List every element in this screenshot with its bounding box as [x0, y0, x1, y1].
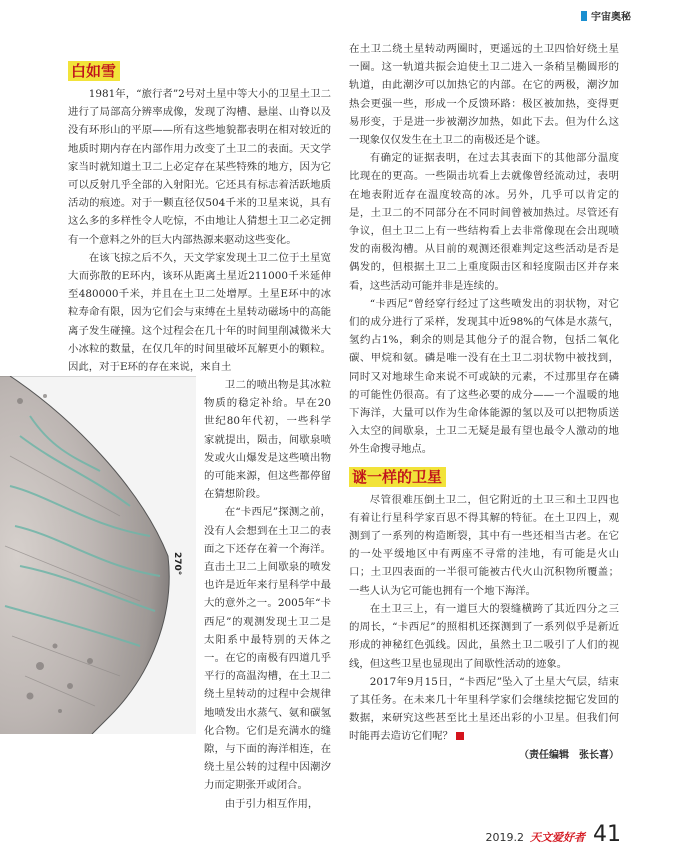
end-mark-icon [456, 732, 464, 740]
paragraph: 由于引力相互作用， [224, 797, 319, 810]
paragraph: 1981年，“旅行者”2号对土星中等大小的卫星土卫二进行了局部高分辨率成像，发现了沟槽、悬崖、山脊以及没有环形山的平原——所有这些地貌都表明在相对较近的地质时期内存在内部作用力改变了土卫二的表面。天文学家当时就知道土卫二上必定存在某些特殊的地方，因为它可以反射几乎全部的入射阳光。它还具有标志着活跃地质活动的痕迹。对于一颗直径仅504千米的卫星来说，具有这么多的多样性令人吃惊，不由地让人猜想土卫二必定拥有一个意料之外的巨大内部热源来驱动这些变化。 [68, 88, 331, 246]
left-column [68, 61, 331, 376]
right-column [349, 40, 619, 765]
paragraph: 卫二的喷出物是其冰粒物质的稳定补给。早在20世纪80年代初，一些科学家就提出，陨击，间歇泉喷发或火山爆发是这些喷出物的可能来源，但这些都停留在猜想阶段。 [204, 379, 331, 501]
section-tag [581, 8, 631, 23]
photo-angle-label: 270° [172, 552, 182, 576]
enceladus-photo [0, 376, 196, 734]
page-number: 41 [593, 822, 621, 847]
section-marker-icon [581, 11, 587, 21]
section-title-mystery-moon: 谜一样的卫星 [349, 467, 446, 487]
magazine-name: 天文爱好者 [530, 831, 585, 844]
editor-credit: （责任编辑 张长喜） [519, 749, 619, 761]
paragraph-text: 2017年9月15日，“卡西尼”坠入了土星大气层，结束了其任务。在未来几十年里科学家们会继续挖掘它发回的数据，来研究这些甚至比土星还出彩的小卫星。但我们何时能再去造访它们呢？ [349, 675, 619, 743]
paragraph: 在土卫二绕土星转动两圈时，更遥远的土卫四恰好绕土星一圈。这一轨道共振会迫使土卫二进入一条稍呈椭圆形的轨道，由此潮汐可以加热它的内部。在它的两极，潮汐加热会更强一些，形成一个反馈环路：极区被加热，变得更易形变，于是进一步被潮汐加热，如此下去。但为什么这一现象仅仅发生在土卫二的南极还是个谜。 [349, 43, 619, 147]
paragraph [349, 673, 619, 746]
page-footer [486, 822, 622, 847]
issue-date: 2019.2 [485, 831, 524, 844]
paragraph: 在该飞掠之后不久，天文学家发现土卫二位于土星宽大而弥散的E环内，该环从距离土星近211000千米延伸至480000千米，并且在土卫二处增厚。土星E环中的冰粒寿命有限，因为它们会与束缚在土星转动磁场中的高能离子发生碰撞。这个过程会在几十年的时间里削减微米大小冰粒的数量，在仅几年的时间里破坏瓦解更小的颗粒。因此，对于E环的存在来说，来自土 [68, 251, 331, 374]
section-title-baiRuXue: 白如雪 [68, 61, 120, 81]
wrapped-text-block [204, 376, 331, 813]
paragraph: 尽管很难压倒土卫二，但它附近的土卫三和土卫四也有着让行星科学家百思不得其解的特征。在土卫四上，观测到了一系列的构造断裂，其中有一些还相当古老。在它的一处平缓地区中有两座不寻常的洼地，有可能是火山口；土卫四表面的一半很可能被古代火山沉积物所覆盖；一些人认为它可能也拥有一个地下海洋。 [349, 493, 619, 597]
paragraph: 在“卡西尼”探测之前，没有人会想到在土卫二的表面之下还存在着一个海洋。直击土卫二上间歇泉的喷发也许是近年来行星科学中最大的意外之一。2005年“卡西尼”的观测发现土卫二是太阳系中最特别的天体之一。在它的南极有四道几乎平行的高温沟槽，在土卫二绕土星转动的过程中会规律地喷发出水蒸气、氨和碳氢化合物。它们是充满水的缝隙，与下面的海洋相连，在绕土星公转的过程中因潮汐力而定期张开或闭合。 [204, 506, 331, 792]
section-name: 宇宙奥秘 [591, 12, 631, 23]
paragraph: “卡西尼”曾经穿行经过了这些喷发出的羽状物，对它们的成分进行了采样，发现其中近98%的气体是水蒸气，氢约占1%，剩余的则是其他分子的混合物，包括二氧化碳、甲烷和氨。磷是唯一没有在土卫二羽状物中被找到，同时又对地球生命来说不可或缺的元素，不过那里存在磷的可能性仍很高。有了这些必要的成分——一个温暖的地下海洋，大量可以作为生命体能源的氢以及可以把物质送入太空的间歇泉，土卫二无疑是最有望也最令人激动的地外生命搜寻地点。 [349, 297, 619, 456]
paragraph: 有确定的证据表明，在过去其表面下的其他部分温度比现在的更高。一些陨击坑看上去就像曾经流动过，表明在地表附近存在温度较高的冰。另外，几乎可以肯定的是，土卫二的不同部分在不同时间曾被加热过。尽管还有争议，但土卫二上有一些结构看上去非常像现在会出现喷发的南极沟槽。从目前的观测还很难判定这些活动是否是偶发的，但根据土卫二上重度陨击区和轻度陨击区并存来看，这些活动可能并非是连续的。 [349, 152, 619, 292]
paragraph: 在土卫三上，有一道巨大的裂缝横跨了其近四分之三的周长，“卡西尼”的照相机还探测到了一系列似乎是新近形成的神秘红色弧线。因此，虽然土卫二吸引了人们的视线，但这些卫星也显现出了间歇性活动的迹象。 [349, 602, 619, 670]
